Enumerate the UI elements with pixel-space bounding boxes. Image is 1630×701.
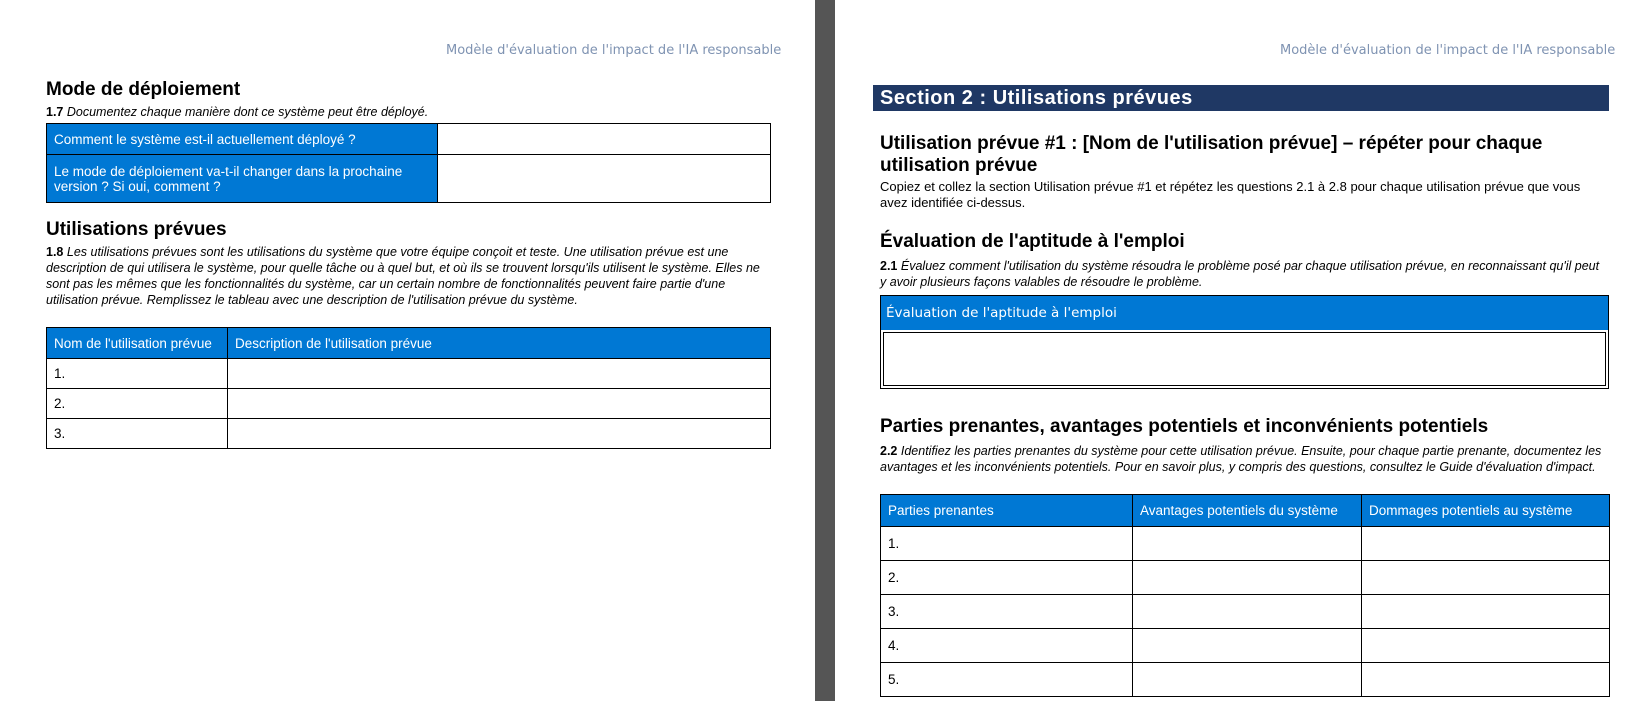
deployment-table bbox=[46, 123, 771, 203]
document-page-right bbox=[835, 0, 1630, 701]
row-number-cell[interactable]: 3. bbox=[47, 419, 228, 449]
deployment-question-cell: Comment le système est-il actuellement déployé ? bbox=[47, 124, 438, 155]
column-header-benefits: Avantages potentiels du système bbox=[1133, 495, 1362, 527]
question-number: 2.1 bbox=[880, 259, 898, 273]
benefit-cell[interactable] bbox=[1133, 629, 1362, 663]
table-row bbox=[47, 419, 771, 449]
row-number-cell[interactable]: 1. bbox=[47, 359, 228, 389]
column-header-harms: Dommages potentiels au système bbox=[1362, 495, 1610, 527]
stakeholder-cell[interactable]: 4. bbox=[881, 629, 1133, 663]
table-row bbox=[47, 155, 771, 203]
question-text: Documentez chaque manière dont ce système peut être déployé. bbox=[66, 105, 429, 119]
question-number: 1.8 bbox=[46, 245, 64, 259]
fitness-heading: Évaluation de l'aptitude à l'emploi bbox=[880, 231, 1185, 252]
harm-cell[interactable] bbox=[1362, 663, 1610, 697]
table-row bbox=[881, 663, 1610, 697]
page-gutter bbox=[815, 0, 835, 701]
row-number-cell[interactable]: 2. bbox=[47, 389, 228, 419]
stakeholder-cell[interactable]: 1. bbox=[881, 527, 1133, 561]
table-row bbox=[881, 527, 1610, 561]
table-row bbox=[47, 124, 771, 155]
question-text: Évaluez comment l'utilisation du système résoudra le problème posé par chaque utilisation prévue, en reconnaissant qu'il peut y avoir plusieurs façons valables de résoudre le problème. bbox=[880, 259, 1600, 289]
harm-cell[interactable] bbox=[1362, 629, 1610, 663]
benefit-cell[interactable] bbox=[1133, 561, 1362, 595]
intended-use-1-heading: Utilisation prévue #1 : [Nom de l'utilisation prévue] – répéter pour chaque utilisation prévue bbox=[880, 133, 1543, 176]
table-row bbox=[47, 389, 771, 419]
stakeholder-cell[interactable]: 2. bbox=[881, 561, 1133, 595]
harm-cell[interactable] bbox=[1362, 561, 1610, 595]
benefit-cell[interactable] bbox=[1133, 527, 1362, 561]
page-header: Modèle d'évaluation de l'impact de l'IA responsable bbox=[446, 43, 782, 58]
page-header: Modèle d'évaluation de l'impact de l'IA responsable bbox=[1280, 43, 1616, 58]
table-header-row bbox=[881, 495, 1610, 527]
intended-uses-table bbox=[46, 327, 771, 449]
table-header-row bbox=[47, 328, 771, 359]
deployment-answer-cell[interactable] bbox=[438, 155, 771, 203]
fitness-box-header: Évaluation de l'aptitude à l'emploi bbox=[881, 296, 1608, 330]
question-text: Les utilisations prévues sont les utilisations du système que votre équipe conçoit et teste. Une utilisation prévue est une description de qui utilisera le système, pour quelle tâche ou à quel but, et où ils se trouvent lorsqu'ils utilisent le système. Elles ne sont pas les mêmes que les fonctionnalités du système, car un certain nombre de fonctionnalités peuvent faire partie d'une utilisation prévue. Remplissez le tableau avec une description de l'utilisation prévue du système. bbox=[46, 245, 760, 307]
question-number: 2.2 bbox=[880, 444, 898, 458]
question-2-1 bbox=[880, 258, 1600, 290]
benefit-cell[interactable] bbox=[1133, 663, 1362, 697]
deployment-answer-cell[interactable] bbox=[438, 124, 771, 155]
section-title-bar: Section 2 : Utilisations prévues bbox=[873, 85, 1609, 111]
benefit-cell[interactable] bbox=[1133, 595, 1362, 629]
harm-cell[interactable] bbox=[1362, 527, 1610, 561]
description-cell[interactable] bbox=[228, 419, 771, 449]
column-header-name: Nom de l'utilisation prévue bbox=[47, 328, 228, 359]
stakeholders-table bbox=[880, 494, 1610, 697]
column-header-description: Description de l'utilisation prévue bbox=[228, 328, 771, 359]
fitness-box bbox=[880, 295, 1609, 389]
stakeholder-cell[interactable]: 5. bbox=[881, 663, 1133, 697]
question-1-8 bbox=[46, 244, 766, 308]
deployment-heading: Mode de déploiement bbox=[46, 79, 241, 100]
stakeholders-heading: Parties prenantes, avantages potentiels et inconvénients potentiels bbox=[880, 416, 1489, 437]
table-row bbox=[47, 359, 771, 389]
intended-use-1-instructions: Copiez et collez la section Utilisation prévue #1 et répétez les questions 2.1 à 2.8 pour chaque utilisation prévue que vous avez identifiée ci-dessus. bbox=[880, 179, 1581, 210]
question-text: Identifiez les parties prenantes du système pour cette utilisation prévue. Ensuite, pour chaque partie prenante, documentez les avantages et les inconvénients potentiels. Pour en savoir plus, y compris des questions, consultez le Guide d'évaluation d'impact. bbox=[880, 444, 1602, 474]
description-cell[interactable] bbox=[228, 359, 771, 389]
question-1-7 bbox=[46, 104, 766, 120]
intended-uses-heading: Utilisations prévues bbox=[46, 219, 227, 240]
table-row bbox=[881, 595, 1610, 629]
harm-cell[interactable] bbox=[1362, 595, 1610, 629]
table-row bbox=[881, 561, 1610, 595]
table-row bbox=[881, 629, 1610, 663]
question-2-2 bbox=[880, 443, 1602, 475]
deployment-question-cell: Le mode de déploiement va-t-il changer dans la prochaine version ? Si oui, comment ? bbox=[47, 155, 438, 203]
description-cell[interactable] bbox=[228, 389, 771, 419]
fitness-answer-area[interactable] bbox=[883, 332, 1606, 386]
stakeholder-cell[interactable]: 3. bbox=[881, 595, 1133, 629]
question-number: 1.7 bbox=[46, 105, 64, 119]
column-header-stakeholders: Parties prenantes bbox=[881, 495, 1133, 527]
